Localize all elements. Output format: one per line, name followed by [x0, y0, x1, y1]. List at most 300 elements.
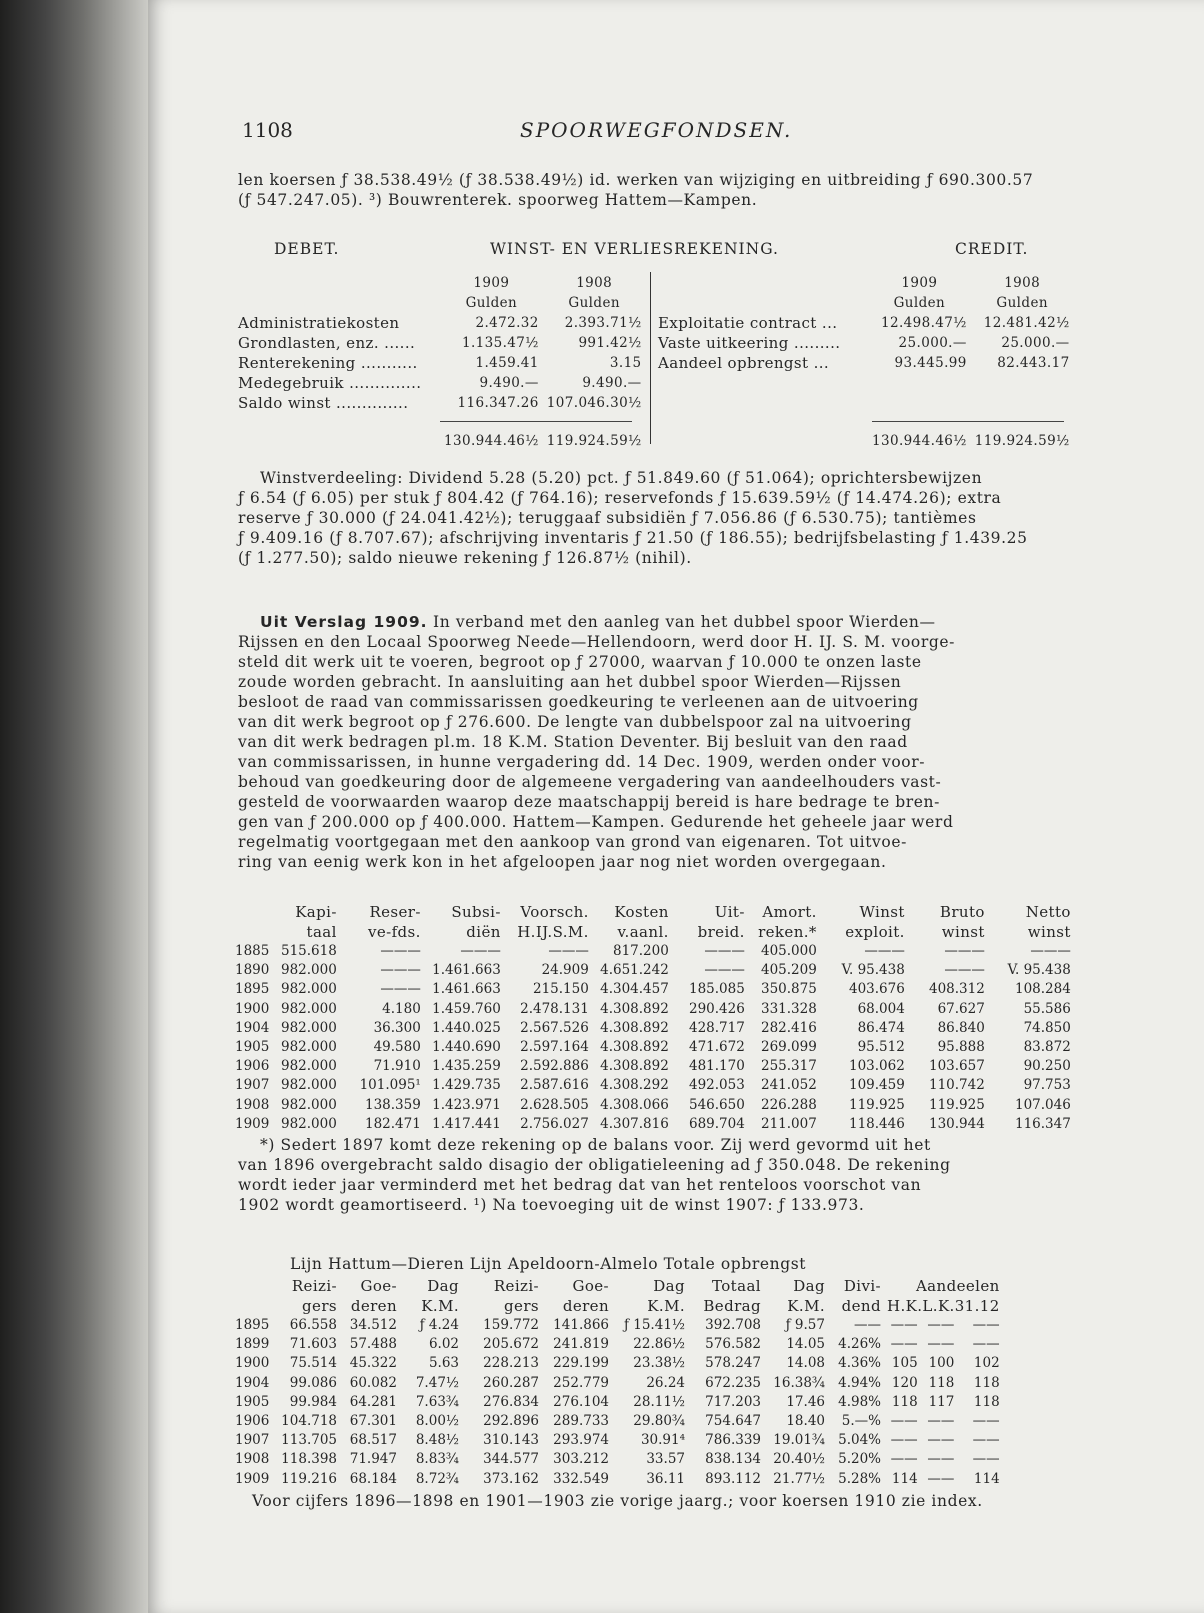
- verslag-line: Rijssen en den Locaal Spoorweg Neede—Hellendoorn, werd door H. IJ. S. M. voorge-: [238, 633, 955, 651]
- table-cell: 982.000: [281, 1039, 337, 1056]
- table-cell: 6.02: [428, 1336, 459, 1353]
- table-cell: 241.819: [553, 1336, 609, 1353]
- table-cell: 5.04%: [838, 1432, 881, 1449]
- table-cell: 138.359: [365, 1096, 421, 1113]
- year-header: 1908: [1004, 275, 1041, 291]
- verslag-line: besloot de raad van commissarissen goedkeuring te verleenen aan de uitvoering: [238, 693, 919, 711]
- credit-total-1909: 130.944.46½: [872, 433, 967, 449]
- column-header: Dag: [653, 1277, 685, 1295]
- table-cell: 428.717: [689, 1019, 745, 1036]
- debit-1908: 2.393.71½: [564, 315, 642, 331]
- column-header: Kosten: [614, 903, 669, 921]
- column-header: breid.: [697, 923, 745, 941]
- debit-label: Medegebruik ..............: [238, 374, 422, 392]
- column-header: diën: [466, 923, 501, 941]
- credit-row: [654, 313, 1074, 333]
- table-row: [232, 1431, 1003, 1450]
- table-cell: 118: [928, 1374, 955, 1391]
- table-cell: 130.944: [929, 1115, 985, 1132]
- column-header: [232, 902, 278, 922]
- column-header: Reizi-: [493, 1277, 539, 1295]
- table-cell: 57.488: [349, 1336, 397, 1353]
- table-cell: 373.162: [483, 1470, 539, 1487]
- winst-line: reserve ƒ 30.000 (ƒ 24.041.42½); teruggaaf subsidiën ƒ 7.056.86 (ƒ 6.530.75); tantièmes: [238, 509, 977, 527]
- column-header: [232, 1276, 274, 1296]
- year-cell: 1885: [235, 943, 270, 959]
- table-row: [232, 942, 1074, 961]
- debit-1909: 1.135.47½: [461, 335, 539, 351]
- winst-line: ƒ 6.54 (ƒ 6.05) per stuk ƒ 804.42 (ƒ 764.16); reservefonds ƒ 15.639.59½ (ƒ 14.474.26); extra: [238, 489, 1002, 507]
- debit-total-1908: 119.924.59½: [546, 433, 642, 449]
- table-cell: 141.866: [553, 1317, 609, 1333]
- table-cell: 83.872: [1023, 1039, 1071, 1056]
- table-row: [232, 1412, 1003, 1431]
- revenue-table: [232, 1276, 1003, 1489]
- table-row: [232, 961, 1074, 980]
- table-cell: ———: [460, 943, 501, 959]
- table-cell: ——: [972, 1413, 1000, 1430]
- debet-header: DEBET.: [274, 240, 340, 258]
- debit-total-row: [234, 431, 646, 451]
- table-cell: 36.11: [646, 1470, 685, 1487]
- table-cell: 211.007: [761, 1115, 817, 1132]
- table-cell: 303.212: [553, 1451, 609, 1468]
- column-header: v.aanl.: [617, 923, 669, 941]
- table-cell: 982.000: [281, 962, 337, 979]
- table-cell: ƒ 9.57: [785, 1317, 825, 1333]
- table-cell: 185.085: [689, 981, 745, 998]
- table-cell: 8.00½: [415, 1413, 459, 1430]
- footer-note: Voor cijfers 1896—1898 en 1901—1903 zie vorige jaarg.; voor koersen 1910 zie index.: [252, 1492, 983, 1510]
- table-cell: 982.000: [281, 981, 337, 998]
- year-cell: 1905: [235, 1393, 270, 1410]
- verslag-line: gen van ƒ 200.000 op ƒ 400.000. Hattem—Kampen. Gedurende het geheele jaar werd: [238, 813, 954, 831]
- table-cell: 16.38¾: [773, 1374, 825, 1391]
- table-cell: ——: [927, 1451, 955, 1468]
- debit-1908: 9.490.—: [582, 375, 642, 391]
- credit-sum-line: [872, 421, 1064, 422]
- debit-1909: 1.459.41: [475, 355, 539, 371]
- table-cell: 546.650: [689, 1096, 745, 1113]
- table-row: [232, 1335, 1003, 1354]
- year-cell: 1906: [235, 1058, 270, 1075]
- table-cell: 4.651.242: [600, 962, 669, 979]
- column-header: gers: [504, 1297, 539, 1315]
- table-cell: 28.11½: [633, 1393, 685, 1410]
- debit-row: [234, 373, 646, 393]
- table-cell: 100: [928, 1355, 955, 1372]
- table-cell: 392.708: [705, 1317, 761, 1333]
- verslag-line: van dit werk bedragen pl.m. 18 K.M. Station Deventer. Bij besluit van den raad: [238, 733, 908, 751]
- table-cell: 22.86½: [633, 1336, 685, 1353]
- table-cell: 4.308.892: [600, 1039, 669, 1056]
- table-cell: 33.57: [646, 1451, 685, 1468]
- table-cell: 2.567.526: [520, 1019, 589, 1036]
- table-cell: 71.910: [373, 1058, 421, 1075]
- table-cell: 102: [973, 1355, 1000, 1372]
- table-row: [232, 1115, 1074, 1134]
- year-cell: 1908: [235, 1451, 270, 1468]
- table-cell: V. 95.438: [841, 962, 905, 979]
- table-cell: 2.587.616: [520, 1077, 589, 1094]
- table-cell: 1.461.663: [432, 962, 501, 979]
- table-cell: ———: [380, 981, 421, 998]
- verslag-line: ring van eenig werk kon in het afgeloopen jaar nog niet worden overgegaan.: [238, 853, 887, 871]
- book-spine-edge: [0, 0, 150, 1613]
- table-cell: 4.36%: [838, 1355, 881, 1372]
- table-cell: 119.216: [281, 1470, 337, 1487]
- table-cell: 2.597.164: [520, 1039, 589, 1056]
- table-cell: 226.288: [761, 1096, 817, 1113]
- winst-line: Winstverdeeling: Dividend 5.28 (5.20) pct. ƒ 51.849.60 (ƒ 51.064); oprichtersbewijzen: [260, 469, 983, 487]
- table-cell: 68.517: [349, 1432, 397, 1449]
- table-cell: 119.925: [929, 1096, 985, 1113]
- year-cell: 1909: [235, 1115, 270, 1132]
- table-cell: 269.099: [761, 1039, 817, 1056]
- table-row: [232, 1316, 1003, 1335]
- table-cell: ———: [864, 943, 905, 959]
- column-header: Reizi-: [291, 1277, 337, 1295]
- table-cell: 1.459.760: [432, 1000, 501, 1017]
- note-line: *) Sedert 1897 komt deze rekening op de balans voor. Zij werd gevormd uit het: [260, 1136, 931, 1154]
- table-cell: 95.512: [857, 1039, 905, 1056]
- table-cell: ———: [380, 962, 421, 979]
- table-cell: 205.672: [483, 1336, 539, 1353]
- table-cell: 64.281: [349, 1393, 397, 1410]
- table-cell: 116.347: [1015, 1115, 1071, 1132]
- table-cell: 576.582: [705, 1336, 761, 1353]
- table-cell: 119.925: [849, 1096, 905, 1113]
- table-cell: 1.440.025: [432, 1019, 501, 1036]
- table-cell: 717.203: [705, 1393, 761, 1410]
- table-row: [232, 980, 1074, 999]
- table-row: [232, 1096, 1074, 1115]
- table-cell: 95.888: [937, 1039, 985, 1056]
- table-cell: 290.426: [689, 1000, 745, 1017]
- table-cell: 5.20%: [838, 1451, 881, 1468]
- table-cell: 310.143: [483, 1432, 539, 1449]
- unit-header: Gulden: [893, 295, 946, 311]
- verslag-line: van commissarissen, in hunne vergadering dd. 14 Dec. 1909, werden onder voor-: [238, 753, 926, 771]
- table-cell: 754.647: [705, 1413, 761, 1430]
- table-row: [232, 1057, 1074, 1076]
- table-cell: 68.004: [857, 1000, 905, 1017]
- table-cell: ——: [972, 1336, 1000, 1353]
- column-header: winst: [1027, 923, 1071, 941]
- intro-text: [238, 170, 1068, 210]
- table-cell: 350.875: [761, 981, 817, 998]
- table-cell: 4.308.066: [600, 1096, 669, 1113]
- debit-table: [234, 273, 646, 451]
- table-cell: 49.580: [373, 1039, 421, 1056]
- table-row: [232, 1076, 1074, 1095]
- table-cell: 982.000: [281, 1000, 337, 1017]
- table-cell: 293.974: [553, 1432, 609, 1449]
- table-cell: 114: [891, 1470, 918, 1487]
- unit-header: Gulden: [568, 295, 620, 311]
- table-cell: 45.322: [349, 1355, 397, 1372]
- table-cell: 8.83¾: [415, 1451, 459, 1468]
- verslag-line: behoud van goedkeuring door de algemeene vergadering van aandeelhouders vast-: [238, 773, 942, 791]
- table-cell: ——: [972, 1317, 1000, 1333]
- debit-1909: 116.347.26: [457, 395, 539, 411]
- credit-label: Vaste uitkeering .........: [658, 334, 841, 352]
- table-cell: 74.850: [1023, 1019, 1071, 1036]
- column-header: Goe-: [572, 1277, 609, 1295]
- table-cell: 515.618: [281, 943, 337, 959]
- table-row: [232, 1038, 1074, 1057]
- table-cell: 118.398: [281, 1451, 337, 1468]
- year-cell: 1899: [235, 1336, 270, 1353]
- table-cell: 120: [891, 1374, 918, 1391]
- table-cell: ———: [548, 943, 589, 959]
- year-cell: 1890: [235, 962, 270, 979]
- column-header: exploit.: [845, 923, 905, 941]
- table-cell: 113.705: [281, 1432, 337, 1449]
- table-cell: 68.184: [349, 1470, 397, 1487]
- table-cell: 60.082: [349, 1374, 397, 1391]
- table-row: [232, 1393, 1003, 1412]
- table-cell: ——: [890, 1336, 918, 1353]
- verslag-line: zoude worden gebracht. In aansluiting aan het dubbel spoor Wierden—Rijssen: [238, 673, 902, 691]
- table-cell: 105: [891, 1355, 918, 1372]
- table-cell: 403.676: [849, 981, 905, 998]
- table1-notes: [238, 1135, 1068, 1215]
- winst-line: (ƒ 1.277.50); saldo nieuwe rekening ƒ 126.87½ (nihil).: [238, 549, 692, 567]
- year-cell: 1904: [235, 1019, 270, 1036]
- column-header: Kapi-: [295, 903, 337, 921]
- table-cell: V. 95.438: [1007, 962, 1071, 979]
- credit-total-1908: 119.924.59½: [974, 433, 1070, 449]
- credit-row: [654, 353, 1074, 373]
- table-cell: 8.48½: [415, 1432, 459, 1449]
- debit-label: Renterekening ...........: [238, 354, 418, 372]
- account-divider: [650, 272, 651, 444]
- verslag-heading: Uit Verslag 1909.: [260, 613, 428, 631]
- year-header: 1909: [473, 275, 510, 291]
- table-cell: 5.63: [428, 1355, 459, 1372]
- debit-label: Grondlasten, enz. ......: [238, 334, 416, 352]
- table-cell: 99.086: [289, 1374, 337, 1391]
- column-header: Divi-: [843, 1277, 881, 1295]
- table-cell: 90.250: [1023, 1058, 1071, 1075]
- debit-1908: 107.046.30½: [546, 395, 642, 411]
- credit-1909: 25.000.—: [898, 335, 967, 351]
- credit-1909: 12.498.47½: [880, 315, 967, 331]
- unit-header: Gulden: [996, 295, 1048, 311]
- credit-1909: 93.445.99: [894, 355, 967, 371]
- column-header: Netto: [1025, 903, 1071, 921]
- table-cell: ƒ 15.41½: [623, 1317, 685, 1333]
- table-cell: ——: [927, 1470, 955, 1487]
- credit-1908: 12.481.42½: [983, 315, 1070, 331]
- table-cell: 689.704: [689, 1115, 745, 1132]
- column-header: K.M.: [787, 1297, 825, 1315]
- debit-row: [234, 393, 646, 413]
- year-cell: 1895: [235, 981, 270, 998]
- table-cell: 118: [973, 1393, 1000, 1410]
- page-number: 1108: [242, 118, 293, 142]
- table-cell: 252.779: [553, 1374, 609, 1391]
- credit-1908: 82.443.17: [997, 355, 1070, 371]
- table-cell: 1.417.441: [432, 1115, 501, 1132]
- debit-sum-line: [440, 421, 632, 422]
- table-row: [232, 1354, 1003, 1373]
- table-row: [232, 1374, 1003, 1393]
- table-cell: 1.429.735: [432, 1077, 501, 1094]
- table-cell: 118.446: [849, 1115, 905, 1132]
- table-cell: ——: [972, 1451, 1000, 1468]
- table-cell: 109.459: [849, 1077, 905, 1094]
- table-cell: ———: [944, 943, 985, 959]
- table-cell: 24.909: [541, 962, 589, 979]
- table-cell: 66.558: [289, 1317, 337, 1333]
- table-header-row: [232, 902, 1074, 922]
- column-header: taal: [306, 923, 337, 941]
- table-header-row: [232, 922, 1074, 942]
- table-cell: 110.742: [929, 1077, 985, 1094]
- table-cell: 276.104: [553, 1393, 609, 1410]
- table-cell: ———: [704, 962, 745, 979]
- table-cell: 5.28%: [838, 1470, 881, 1487]
- year-cell: 1905: [235, 1039, 270, 1056]
- table-cell: 215.150: [533, 981, 589, 998]
- table-cell: 71.947: [349, 1451, 397, 1468]
- table-cell: 107.046: [1015, 1096, 1071, 1113]
- table-cell: 117: [928, 1393, 955, 1410]
- year-cell: 1906: [235, 1413, 270, 1430]
- table-cell: ——: [890, 1432, 918, 1449]
- debit-1908: 991.42½: [578, 335, 642, 351]
- table-cell: ———: [1030, 943, 1071, 959]
- debit-1909: 9.490.—: [479, 375, 539, 391]
- table-cell: ——: [972, 1432, 1000, 1449]
- column-header: deren: [562, 1297, 609, 1315]
- table-cell: 182.471: [365, 1115, 421, 1132]
- year-header: 1908: [576, 275, 613, 291]
- table-cell: 4.26%: [838, 1336, 881, 1353]
- column-header: Aandeelen: [915, 1277, 1000, 1295]
- note-line: 1902 wordt geamortiseerd. ¹) Na toevoeging uit de winst 1907: ƒ 133.973.: [238, 1196, 865, 1214]
- table-cell: 2.628.505: [520, 1096, 589, 1113]
- table-cell: 229.199: [553, 1355, 609, 1372]
- table-cell: 578.247: [705, 1355, 761, 1372]
- table-cell: 838.134: [705, 1451, 761, 1468]
- year-cell: 1900: [235, 1355, 270, 1372]
- column-header: Bedrag: [703, 1297, 761, 1315]
- account-title: WINST- EN VERLIESREKENING.: [490, 240, 779, 258]
- table-row: [232, 1470, 1003, 1489]
- table-cell: 4.94%: [838, 1374, 881, 1391]
- table-cell: 108.284: [1015, 981, 1071, 998]
- verslag: [238, 612, 1068, 872]
- column-header: Winst: [859, 903, 905, 921]
- credit-1908: 25.000.—: [1001, 335, 1070, 351]
- table-cell: 282.416: [761, 1019, 817, 1036]
- debit-row: [234, 353, 646, 373]
- column-header: Amort.: [762, 903, 817, 921]
- table-cell: 103.062: [849, 1058, 905, 1075]
- table-cell: 344.577: [483, 1451, 539, 1468]
- table-cell: 4.304.457: [600, 981, 669, 998]
- table-cell: 408.312: [929, 981, 985, 998]
- table-row: [232, 1450, 1003, 1469]
- table-cell: 481.170: [689, 1058, 745, 1075]
- table-cell: 55.586: [1023, 1000, 1071, 1017]
- column-header: ve-fds.: [367, 923, 421, 941]
- column-header: Bruto: [939, 903, 985, 921]
- table-cell: 4.308.892: [600, 1019, 669, 1036]
- table-cell: 21.77½: [773, 1470, 825, 1487]
- table-cell: 982.000: [281, 1115, 337, 1132]
- table-cell: 67.301: [349, 1413, 397, 1430]
- table-cell: 1.461.663: [432, 981, 501, 998]
- table-cell: 30.91⁴: [640, 1432, 685, 1449]
- column-header: Totaal: [712, 1277, 761, 1295]
- table-cell: 4.308.292: [600, 1077, 669, 1094]
- table-cell: 289.733: [553, 1413, 609, 1430]
- table-cell: 276.834: [483, 1393, 539, 1410]
- column-header: Voorsch.: [520, 903, 589, 921]
- column-header: H.IJ.S.M.: [517, 923, 589, 941]
- table-cell: 4.308.892: [600, 1058, 669, 1075]
- table-cell: 104.718: [281, 1413, 337, 1430]
- table-cell: 228.213: [483, 1355, 539, 1372]
- table-cell: 29.80¾: [633, 1413, 685, 1430]
- table-cell: 86.474: [857, 1019, 905, 1036]
- debit-label: Administratiekosten: [238, 314, 400, 332]
- credit-label: Aandeel opbrengst ...: [658, 354, 830, 372]
- year-cell: 1908: [235, 1096, 270, 1113]
- table-cell: ——: [927, 1336, 955, 1353]
- table-cell: 103.657: [929, 1058, 985, 1075]
- column-header: reken.*: [758, 923, 817, 941]
- table-cell: 20.40½: [773, 1451, 825, 1468]
- table-cell: 982.000: [281, 1096, 337, 1113]
- winstverdeeling: [238, 468, 1068, 568]
- table-cell: ———: [704, 943, 745, 959]
- table-cell: ———: [944, 962, 985, 979]
- table-cell: 114: [973, 1470, 1000, 1487]
- table-cell: ——: [890, 1317, 918, 1333]
- table-row: [232, 1000, 1074, 1019]
- column-header: K.M.: [421, 1297, 459, 1315]
- year-cell: 1895: [235, 1317, 270, 1333]
- column-header: K.M.: [647, 1297, 685, 1315]
- table-cell: 4.180: [382, 1000, 421, 1017]
- financial-table: [232, 902, 1074, 1134]
- table-cell: 23.38½: [633, 1355, 685, 1372]
- column-header: H.K.L.K.31.12: [887, 1297, 1000, 1315]
- table-cell: ——: [927, 1317, 955, 1333]
- table-cell: 492.053: [689, 1077, 745, 1094]
- table-cell: 14.08: [786, 1355, 825, 1372]
- column-header: Reser-: [369, 903, 421, 921]
- credit-table: [654, 273, 1074, 451]
- table-cell: ——: [927, 1413, 955, 1430]
- table-cell: 471.672: [689, 1039, 745, 1056]
- column-header: Goe-: [360, 1277, 397, 1295]
- table-cell: ——: [890, 1413, 918, 1430]
- table-cell: 817.200: [613, 943, 669, 959]
- table-cell: 982.000: [281, 1058, 337, 1075]
- table-cell: 2.592.886: [520, 1058, 589, 1075]
- table-cell: 893.112: [705, 1470, 761, 1487]
- column-header: dend: [841, 1297, 881, 1315]
- verslag-line: steld dit werk uit te voeren, begroot op ƒ 27000, waarvan ƒ 10.000 te onzen laste: [238, 653, 922, 671]
- table-cell: 292.896: [483, 1413, 539, 1430]
- table-cell: 405.209: [761, 962, 817, 979]
